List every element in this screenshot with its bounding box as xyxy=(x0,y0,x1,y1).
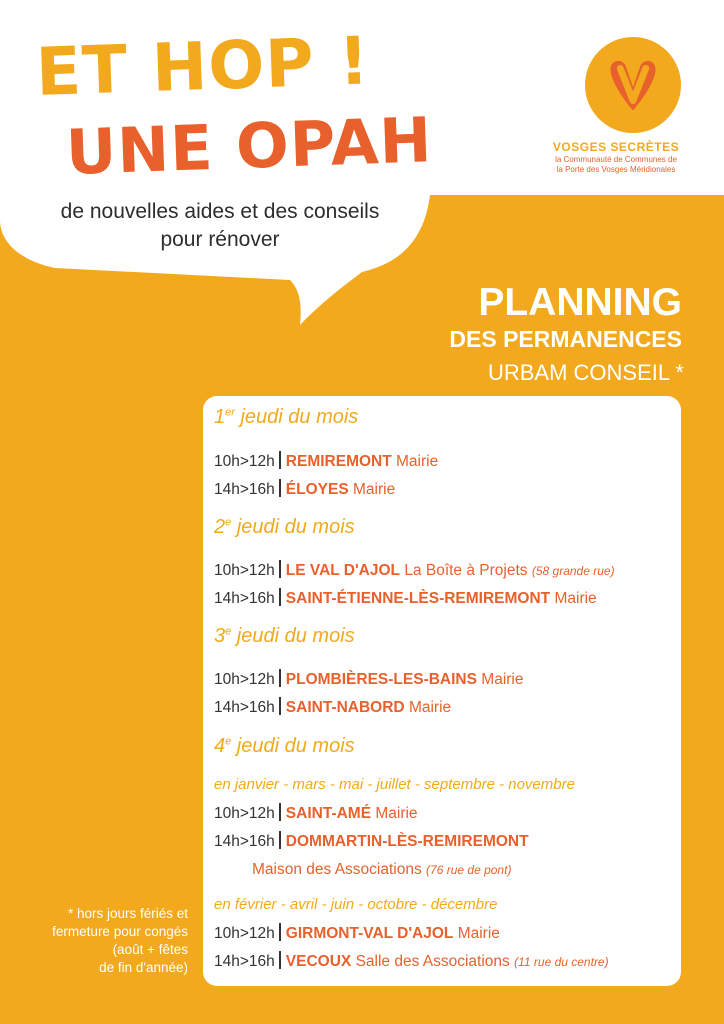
headline-une-opah: UNE OPAH xyxy=(64,103,434,189)
section-title: 1er jeudi du mois xyxy=(214,406,359,428)
schedule-row: 10h>12h LE VAL D'AJOL La Boîte à Projets (58 grande rue) xyxy=(214,562,615,579)
section-fourth-thursday xyxy=(214,735,680,758)
section-title: 4e jeudi du mois xyxy=(214,735,355,757)
months-group-odd xyxy=(214,776,680,793)
planning-organization: URBAM CONSEIL * xyxy=(487,360,684,385)
schedule-row: 14h>16h ÉLOYES Mairie xyxy=(214,481,396,498)
schedule-row: 10h>12h SAINT-AMÉ Mairie xyxy=(214,805,418,822)
planning-subtitle: DES PERMANENCES xyxy=(449,326,682,352)
schedule-row-continuation: Maison des Associations (76 rue de pont) xyxy=(252,861,512,878)
headline-subtitle: de nouvelles aides et des conseils pour rénover xyxy=(60,200,380,251)
schedule-row: 14h>16h SAINT-NABORD Mairie xyxy=(214,699,452,716)
footnote: * hors jours fériés et fermeture pour congés (août + fêtes de fin d'année) xyxy=(52,906,188,975)
schedule-rows xyxy=(214,666,680,722)
section-third-thursday xyxy=(214,625,680,648)
logo-name: VOSGES SECRÈTES xyxy=(552,140,680,154)
section-first-thursday xyxy=(214,406,680,429)
section-title: 2e jeudi du mois xyxy=(214,516,355,538)
schedule-rows xyxy=(214,557,680,613)
section-second-thursday xyxy=(214,516,680,539)
section-title: 3e jeudi du mois xyxy=(214,625,355,647)
schedule-row: 14h>16h VECOUX Salle des Associations (11 rue du centre) xyxy=(214,953,609,970)
headline-et-hop: ET HOP ! xyxy=(34,22,371,111)
schedule-row: 14h>16h DOMMARTIN-LÈS-REMIREMONT xyxy=(214,833,529,850)
months-label: en janvier - mars - mai - juillet - septembre - novembre xyxy=(214,776,575,793)
logo-subtitle: la Communauté de Communes de la Porte des Vosges Méridionales xyxy=(555,155,677,174)
months-label: en février - avril - juin - octobre - décembre xyxy=(214,896,498,913)
schedule-rows xyxy=(214,448,680,504)
schedule-row: 10h>12h PLOMBIÈRES-LES-BAINS Mairie xyxy=(214,671,524,688)
schedule-rows xyxy=(214,800,680,884)
months-group-even xyxy=(214,896,680,913)
schedule-rows xyxy=(214,920,680,976)
schedule-row: 10h>12h GIRMONT-VAL D'AJOL Mairie xyxy=(214,925,500,942)
schedule-row: 14h>16h SAINT-ÉTIENNE-LÈS-REMIREMONT Mairie xyxy=(214,590,597,607)
schedule-row: 10h>12h REMIREMONT Mairie xyxy=(214,453,439,470)
planning-title: PLANNING xyxy=(478,281,682,324)
heart-v-icon xyxy=(584,36,682,134)
